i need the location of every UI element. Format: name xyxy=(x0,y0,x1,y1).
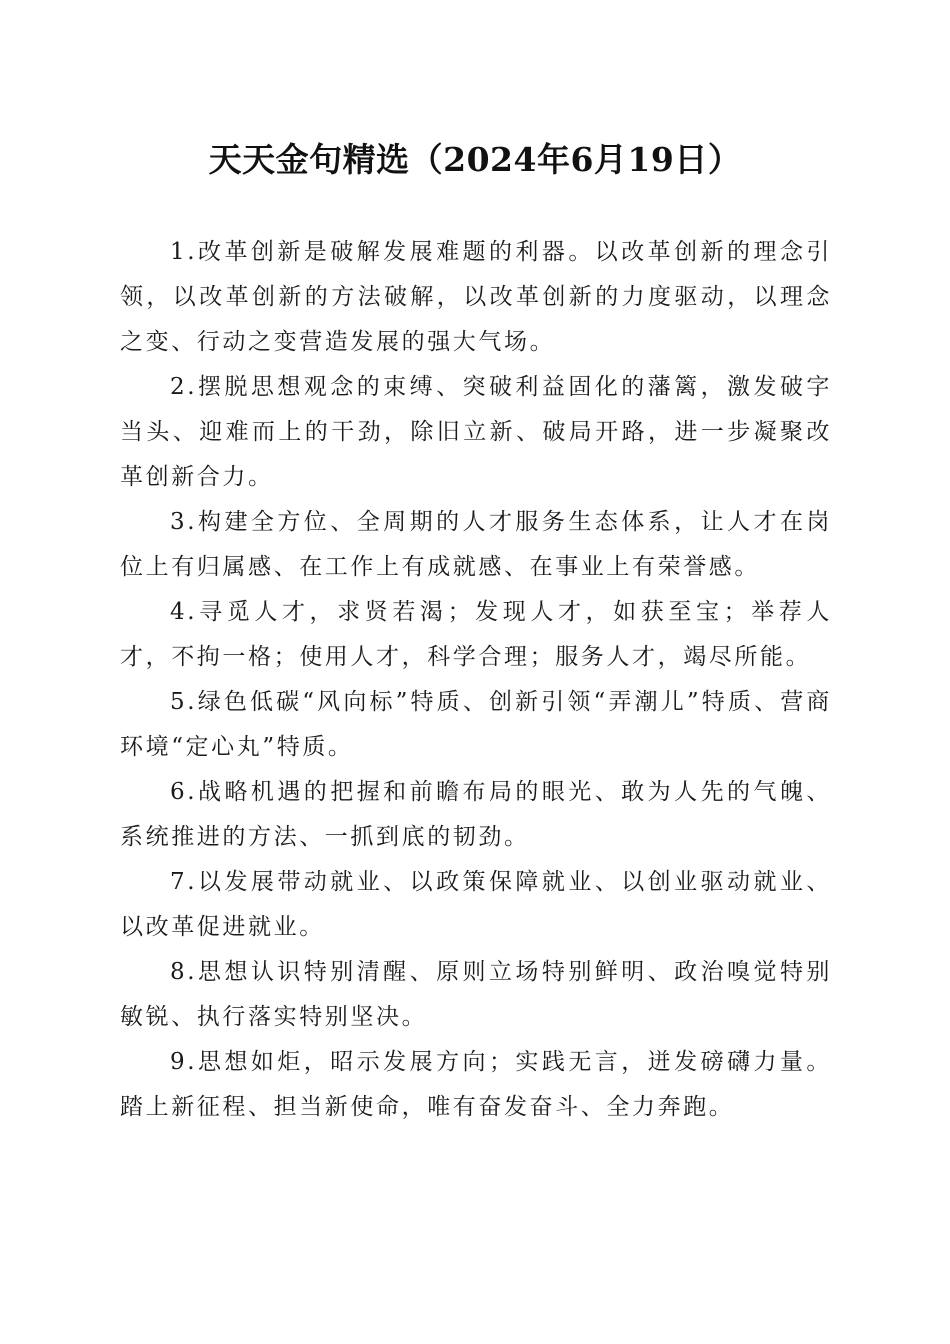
paragraph-3: 3.构建全方位、全周期的人才服务生态体系，让人才在岗位上有归属感、在工作上有成就感、在事业上有荣誉感。 xyxy=(120,509,832,580)
paragraph-4: 4.寻觅人才，求贤若渴；发现人才，如获至宝；举荐人才，不拘一格；使用人才，科学合理；服务人才，竭尽所能。 xyxy=(120,599,832,670)
paragraph-2: 2.摆脱思想观念的束缚、突破利益固化的藩篱，激发破字当头、迎难而上的干劲，除旧立新、破局开路，进一步凝聚改革创新合力。 xyxy=(120,374,832,490)
document-title: 天天金句精选（2024年6月19日） xyxy=(208,140,742,179)
paragraph-6: 6.战略机遇的把握和前瞻布局的眼光、敢为人先的气魄、系统推进的方法、一抓到底的韧劲。 xyxy=(120,779,832,850)
paragraph-9: 9.思想如炬，昭示发展方向；实践无言，迸发磅礴力量。踏上新征程、担当新使命，唯有奋发奋斗、全力奔跑。 xyxy=(120,1049,832,1120)
paragraph-7: 7.以发展带动就业、以政策保障就业、以创业驱动就业、以改革促进就业。 xyxy=(120,869,832,940)
paragraph-5: 5.绿色低碳“风向标”特质、创新引领“弄潮儿”特质、营商环境“定心丸”特质。 xyxy=(120,689,832,760)
paragraph-8: 8.思想认识特别清醒、原则立场特别鲜明、政治嗅觉特别敏锐、执行落实特别坚决。 xyxy=(120,959,832,1030)
paragraph-1: 1.改革创新是破解发展难题的利器。以改革创新的理念引领，以改革创新的方法破解，以改革创新的力度驱动，以理念之变、行动之变营造发展的强大气场。 xyxy=(120,239,832,355)
document-body xyxy=(120,230,832,1130)
